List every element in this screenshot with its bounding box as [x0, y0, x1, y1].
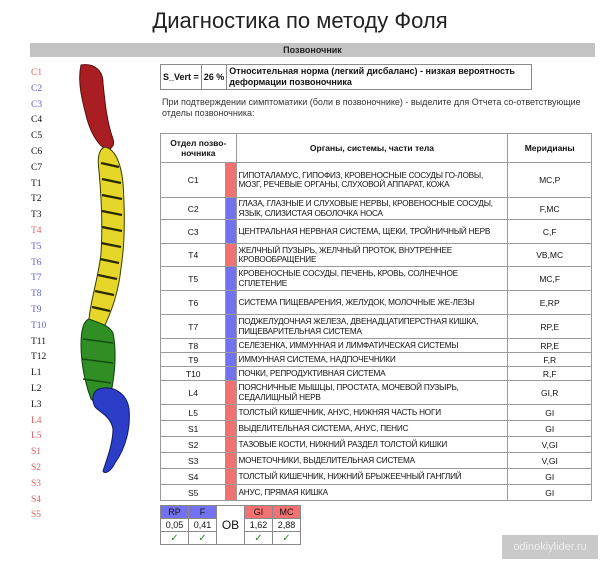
vertebra-cell: T6 — [161, 291, 226, 315]
marker-color-bar — [226, 220, 236, 244]
marker-color-bar — [226, 163, 236, 198]
vertebra-cell: T5 — [161, 267, 226, 291]
vertebra-label: L3 — [31, 399, 42, 410]
meridian-summary-table — [160, 505, 301, 545]
table-row[interactable] — [161, 405, 592, 421]
table-row[interactable] — [161, 267, 592, 291]
marker-color-bar — [226, 405, 236, 421]
meridian-mc-value: 2,88 — [273, 519, 301, 532]
marker-color-bar — [226, 353, 236, 367]
marker-color-bar — [226, 453, 236, 469]
vertebra-cell: C3 — [161, 220, 226, 244]
page-title: Диагностика по методу Фоля — [152, 8, 448, 33]
table-row[interactable] — [161, 469, 592, 485]
vertebra-label: C1 — [31, 68, 43, 78]
check-icon[interactable]: ✓ — [189, 532, 217, 545]
meridians-cell: R,F — [508, 367, 592, 381]
vertebra-cell: T4 — [161, 244, 226, 267]
vertebra-label: S1 — [31, 447, 42, 458]
meridian-gi-header: GI — [245, 506, 273, 519]
organs-cell: ИММУННАЯ СИСТЕМА, НАДПОЧЕЧНИКИ — [236, 353, 508, 367]
spine-organs-table — [160, 133, 592, 501]
vertebra-cell: T7 — [161, 315, 226, 339]
svert-label: S_Vert = — [161, 65, 202, 90]
meridians-cell: RP,E — [508, 339, 592, 353]
vertebra-label: L4 — [31, 415, 42, 426]
meridians-cell: F,MC — [508, 198, 592, 220]
vertebra-label: C3 — [31, 99, 43, 110]
marker-color-bar — [226, 291, 236, 315]
meridians-cell: GI,R — [508, 381, 592, 405]
vertebra-cell: S2 — [161, 437, 226, 453]
table-row[interactable] — [161, 220, 592, 244]
vertebra-cell: S4 — [161, 469, 226, 485]
meridians-cell: F,R — [508, 353, 592, 367]
check-icon[interactable]: ✓ — [273, 532, 301, 545]
column-header-dept: Отдел позво-ночника — [161, 134, 237, 163]
ob-label: OB — [217, 506, 245, 545]
column-header-meridians: Меридианы — [508, 134, 592, 163]
section-header-spine: Позвоночник — [30, 43, 595, 57]
meridians-cell: RP,E — [508, 315, 592, 339]
vertebra-label: C7 — [31, 162, 43, 173]
organs-cell: ЦЕНТРАЛЬНАЯ НЕРВНАЯ СИСТЕМА, ЩЕКИ, ТРОЙНИЧНЫЙ НЕРВ — [236, 220, 508, 244]
meridians-cell: V,GI — [508, 437, 592, 453]
vertebra-label: T12 — [31, 352, 47, 363]
meridians-cell: GI — [508, 469, 592, 485]
spine-illustration — [55, 63, 140, 483]
table-row[interactable] — [161, 381, 592, 405]
vertebra-label: T1 — [31, 178, 42, 189]
vertebra-cell: L4 — [161, 381, 226, 405]
svert-description: Относительная норма (легкий дисбаланс) - низкая вероятность деформации позвоночника — [227, 65, 532, 90]
watermark: odinokiylider.ru — [502, 535, 598, 559]
vertebra-label: L2 — [31, 383, 42, 394]
vertebra-label: L5 — [31, 431, 42, 442]
check-icon[interactable]: ✓ — [161, 532, 189, 545]
meridians-cell: GI — [508, 485, 592, 501]
vertebra-cell: S1 — [161, 421, 226, 437]
organs-cell: ВЫДЕЛИТЕЛЬНАЯ СИСТЕМА, АНУС, ПЕНИС — [236, 421, 508, 437]
check-icon[interactable]: ✓ — [245, 532, 273, 545]
vertebra-label: C6 — [31, 146, 43, 157]
vertebra-cell: C1 — [161, 163, 226, 198]
vertebra-label: T11 — [31, 336, 46, 347]
vertebra-label: T2 — [31, 194, 42, 205]
table-row[interactable] — [161, 437, 592, 453]
organs-cell: ТАЗОВЫЕ КОСТИ, НИЖНИЙ РАЗДЕЛ ТОЛСТОЙ КИШКИ — [236, 437, 508, 453]
meridians-cell: GI — [508, 405, 592, 421]
organs-cell: АНУС, ПРЯМАЯ КИШКА — [236, 485, 508, 501]
organs-cell: СЕЛЕЗЕНКА, ИММУННАЯ И ЛИМФАТИЧЕСКАЯ СИСТЕМЫ — [236, 339, 508, 353]
vertebra-label: T9 — [31, 304, 42, 315]
meridian-f-header: F — [189, 506, 217, 519]
meridians-cell: E,RP — [508, 291, 592, 315]
marker-color-bar — [226, 367, 236, 381]
vertebra-cell: T10 — [161, 367, 226, 381]
organs-cell: ЖЕЛЧНЫЙ ПУЗЫРЬ, ЖЕЛЧНЫЙ ПРОТОК, ВНУТРЕННЕЕ КРОВООБРАЩЕНИЕ — [236, 244, 508, 267]
marker-color-bar — [226, 244, 236, 267]
organs-cell: ТОЛСТЫЙ КИШЕЧНИК, АНУС, НИЖНЯЯ ЧАСТЬ НОГИ — [236, 405, 508, 421]
marker-color-bar — [226, 381, 236, 405]
table-row[interactable] — [161, 163, 592, 198]
instruction-note: При подтверждении симптоматики (боли в позвоночнике) - выделите для Отчета со-ответствующие отделы позвоночника: — [162, 97, 581, 118]
vertebra-label: L1 — [31, 368, 42, 379]
organs-cell: КРОВЕНОСНЫЕ СОСУДЫ, ПЕЧЕНЬ, КРОВЬ, СОЛНЕЧНОЕ СПЛЕТЕНИЕ — [236, 267, 508, 291]
organs-cell: СИСТЕМА ПИЩЕВАРЕНИЯ, ЖЕЛУДОК, МОЛОЧНЫЕ ЖЕ-ЛЕЗЫ — [236, 291, 508, 315]
vertebra-label: S5 — [31, 510, 42, 521]
table-row[interactable] — [161, 315, 592, 339]
table-row[interactable] — [161, 353, 592, 367]
vertebra-label: S2 — [31, 462, 42, 473]
meridians-cell: VB,MC — [508, 244, 592, 267]
meridian-mc-header: MC — [273, 506, 301, 519]
organs-cell: ПОЯСНИЧНЫЕ МЫШЦЫ, ПРОСТАТА, МОЧЕВОЙ ПУЗЫРЬ, СЕДАЛИЩНЫЙ НЕРВ — [236, 381, 508, 405]
organs-cell: ГИПОТАЛАМУС, ГИПОФИЗ, КРОВЕНОСНЫЕ СОСУДЫ ГО-ЛОВЫ, МОЗГ, РЕЧЕВЫЕ ОРГАНЫ, СЛУХОВОЙ АППАРАТ, КОЖА — [236, 163, 508, 198]
organs-cell: ТОЛСТЫЙ КИШЕЧНИК, НИЖНИЙ БРЫЖЕЕЧНЫЙ ГАНГЛИЙ — [236, 469, 508, 485]
svert-summary — [160, 64, 532, 90]
marker-color-bar — [226, 267, 236, 291]
vertebra-cell: L5 — [161, 405, 226, 421]
vertebra-label: C2 — [31, 83, 43, 94]
vertebra-cell: T9 — [161, 353, 226, 367]
meridians-cell: V,GI — [508, 453, 592, 469]
meridian-rp-value: 0,05 — [161, 519, 189, 532]
meridians-cell: MC,F — [508, 267, 592, 291]
svert-value: 26 % — [201, 65, 227, 90]
vertebra-label: S3 — [31, 478, 42, 489]
vertebra-cell: S5 — [161, 485, 226, 501]
organs-cell: ПОЧКИ, РЕПРОДУКТИВНАЯ СИСТЕМА — [236, 367, 508, 381]
vertebra-label: T10 — [31, 320, 47, 331]
organs-cell: ГЛАЗА, ГЛАЗНЫЕ И СЛУХОВЫЕ НЕРВЫ, КРОВЕНОСНЫЕ СОСУДЫ, ЯЗЫК, СЛИЗИСТАЯ ОБОЛОЧКА НОСА — [236, 198, 508, 220]
meridians-cell: GI — [508, 421, 592, 437]
meridian-rp-header: RP — [161, 506, 189, 519]
vertebra-label: T3 — [31, 210, 42, 221]
table-row[interactable] — [161, 453, 592, 469]
vertebra-cell: T8 — [161, 339, 226, 353]
vertebra-cell: S3 — [161, 453, 226, 469]
vertebra-cell: C2 — [161, 198, 226, 220]
vertebra-label: T7 — [31, 273, 42, 284]
table-row[interactable] — [161, 367, 592, 381]
table-row[interactable] — [161, 339, 592, 353]
table-row[interactable] — [161, 291, 592, 315]
table-row[interactable] — [161, 421, 592, 437]
vertebra-label: T5 — [31, 241, 42, 252]
marker-color-bar — [226, 315, 236, 339]
table-row[interactable] — [161, 485, 592, 501]
meridians-cell: C,F — [508, 220, 592, 244]
marker-color-bar — [226, 198, 236, 220]
marker-color-bar — [226, 469, 236, 485]
organs-cell: ПОДЖЕЛУДОЧНАЯ ЖЕЛЕЗА, ДВЕНАДЦАТИПЕРСТНАЯ КИШКА, ПИЩЕВАРИТЕЛЬНАЯ СИСТЕМА — [236, 315, 508, 339]
vertebra-label: S4 — [31, 494, 42, 505]
meridian-f-value: 0,41 — [189, 519, 217, 532]
organs-cell: МОЧЕТОЧНИКИ, ВЫДЕЛИТЕЛЬНАЯ СИСТЕМА — [236, 453, 508, 469]
meridian-gi-value: 1,62 — [245, 519, 273, 532]
vertebra-label: C4 — [31, 115, 43, 126]
marker-color-bar — [226, 485, 236, 501]
vertebra-label: T4 — [31, 225, 42, 236]
table-row[interactable] — [161, 244, 592, 267]
meridians-cell: MC,P — [508, 163, 592, 198]
vertebra-label: T8 — [31, 289, 42, 300]
column-header-organs: Органы, системы, части тела — [236, 134, 508, 163]
marker-color-bar — [226, 421, 236, 437]
vertebra-label: C5 — [31, 131, 43, 142]
vertebra-label: T6 — [31, 257, 42, 268]
marker-color-bar — [226, 437, 236, 453]
table-row[interactable] — [161, 198, 592, 220]
marker-color-bar — [226, 339, 236, 353]
